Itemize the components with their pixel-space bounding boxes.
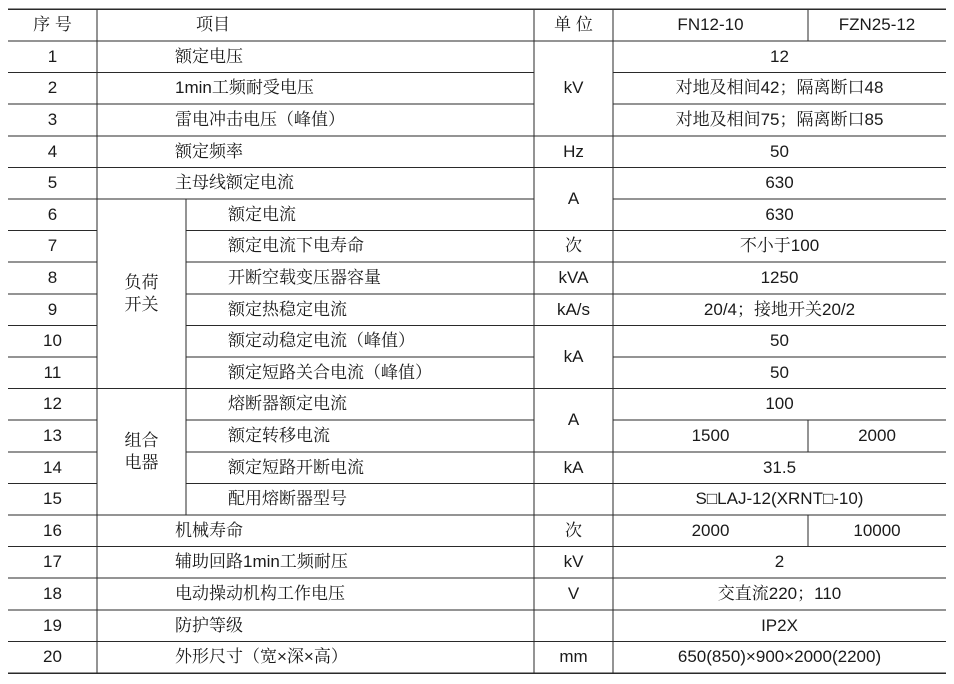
row-unit: A [567,189,580,208]
row-unit: V [567,584,580,603]
row-item: 配用熔断器型号 [228,489,347,509]
row-item: 电动操动机构工作电压 [175,584,345,603]
row-item: 防护等级 [175,615,243,635]
row-unit: mm [559,647,588,667]
row-number: 8 [47,268,58,287]
row-number: 19 [43,615,62,635]
row-number: 7 [47,236,58,256]
row-item: 额定电流 [228,204,296,224]
row-item: 外形尺寸（宽×深×高） [175,647,348,667]
header-model-fzn25: FZN25-12 [838,15,916,34]
row-value: 50 [770,141,789,161]
row-number: 5 [47,173,58,193]
row-item: 机械寿命 [175,520,243,540]
row-item: 雷电冲击电压（峰值） [175,110,345,129]
header-no: 序 号 [33,15,72,34]
row-item: 辅助回路1min工频耐压 [175,552,348,572]
row-number: 18 [43,584,62,603]
group-label-load-switch: 负荷 开关 [124,272,159,314]
row-value: IP2X [761,615,798,635]
row-value: 650(850)×900×2000(2200) [677,647,882,667]
row-number: 14 [43,457,62,477]
row-item: 额定电流下电寿命 [228,236,364,256]
row-item: 主母线额定电流 [175,173,294,193]
row-number: 12 [43,394,62,414]
row-item: 额定短路开断电流 [228,457,364,477]
row-number: 16 [43,520,62,540]
row-number: 10 [43,331,62,351]
row-unit: kA/s [556,299,591,319]
row-unit: kV [563,78,584,98]
row-value: 50 [770,331,789,351]
row-item: 额定频率 [175,141,243,161]
row-value: 50 [770,362,789,382]
row-value: 20/4；接地开关20/2 [703,299,856,319]
row-value-fn12: 1500 [691,426,730,445]
row-unit: kA [563,457,584,477]
row-unit: Hz [563,141,584,161]
row-item: 额定动稳定电流（峰值） [228,331,415,351]
row-unit: kV [563,552,584,572]
row-item: 额定电压 [175,46,243,66]
row-value: 交直流220；110 [717,584,842,603]
row-number: 6 [47,204,58,224]
row-number: 3 [47,110,58,129]
row-value: 31.5 [762,457,797,477]
header-unit: 单 位 [554,15,593,34]
row-unit: 次 [565,236,582,256]
row-value: 对地及相间42；隔离断口48 [675,78,884,98]
row-item: 额定短路关合电流（峰值） [228,362,432,382]
row-number: 20 [43,647,62,667]
row-item: 1min工频耐受电压 [175,78,314,98]
row-item: 开断空载变压器容量 [228,268,381,287]
row-item: 额定转移电流 [228,426,330,445]
row-value: S□LAJ-12(XRNT□-10) [695,489,864,509]
group-label-combination: 组合 电器 [124,430,159,472]
row-number: 9 [47,299,58,319]
row-number: 13 [43,426,62,445]
row-value: 630 [765,204,794,224]
row-number: 1 [47,46,58,66]
row-value-fn12: 2000 [691,520,730,540]
row-value: 对地及相间75；隔离断口85 [675,110,884,129]
row-number: 2 [47,78,58,98]
row-value: 1250 [760,268,799,287]
row-unit: 次 [565,520,582,540]
header-item: 项目 [196,15,230,34]
row-number: 15 [43,489,62,509]
row-value-fzn25: 10000 [853,520,901,540]
row-value: 12 [770,46,789,66]
row-value-fzn25: 2000 [858,426,896,445]
row-number: 17 [43,552,62,572]
row-number: 4 [47,141,58,161]
row-unit: A [567,410,580,430]
header-model-fn12: FN12-10 [677,15,744,34]
row-item: 熔断器额定电流 [228,394,347,414]
row-unit: kVA [558,268,589,287]
row-unit: kA [563,347,584,366]
row-value: 不小于100 [739,236,820,256]
row-item: 额定热稳定电流 [228,299,347,319]
row-value: 630 [765,173,794,193]
row-value: 2 [774,552,785,572]
row-number: 11 [43,362,62,382]
row-value: 100 [765,394,794,414]
